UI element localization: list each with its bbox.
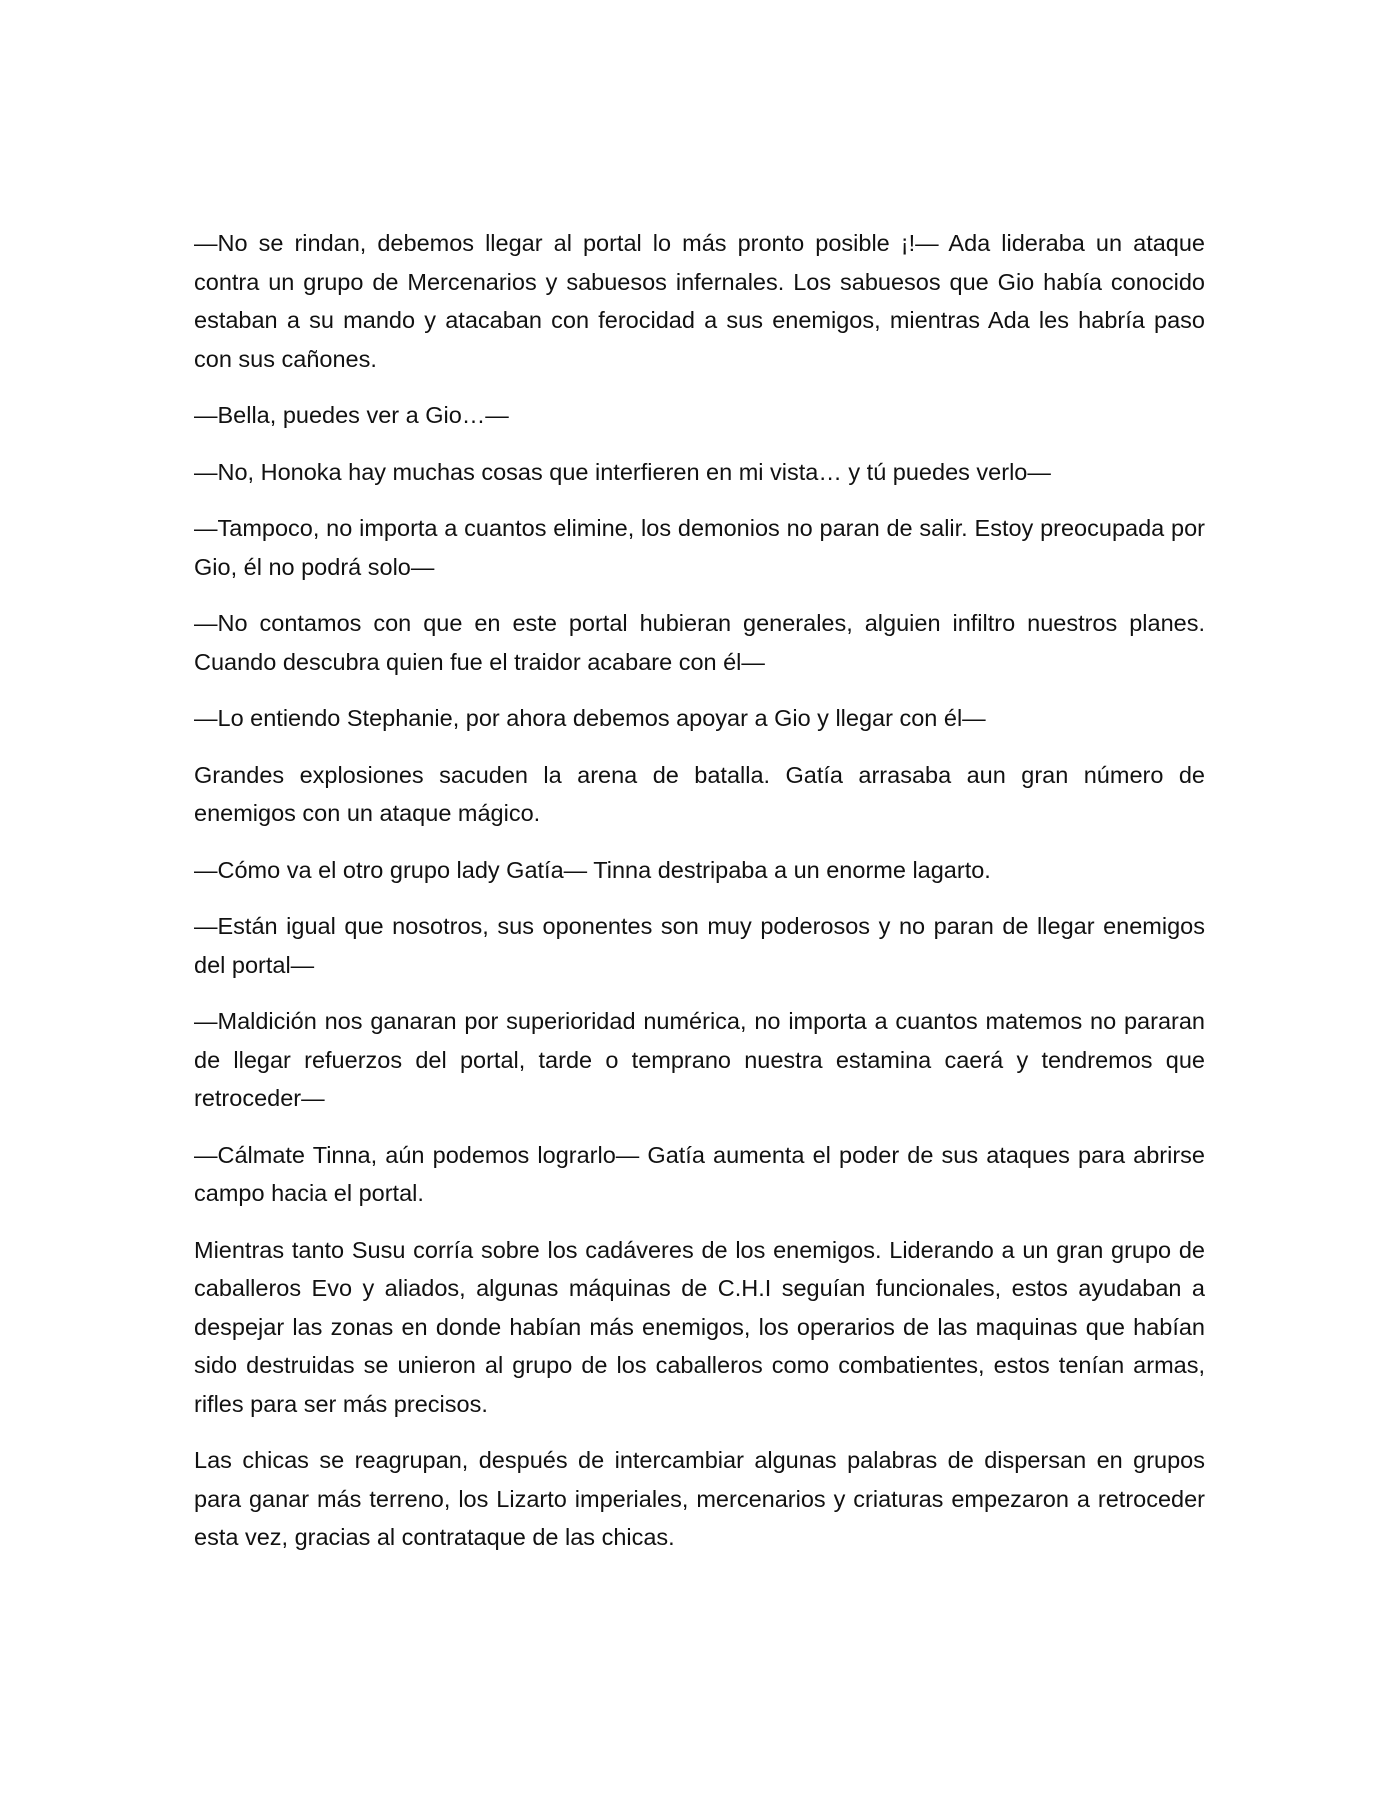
paragraph: —Bella, puedes ver a Gio…—: [194, 402, 509, 428]
paragraph: —Cómo va el otro grupo lady Gatía— Tinna destripaba a un enorme lagarto.: [194, 856, 991, 883]
paragraph: Mientras tanto Susu corría sobre los cadáveres de los enemigos. Liderando a un gran grupo de caballeros Evo y aliados, algunas máquinas de C.H.I seguían funcionales, estos ayudaban a despejar las zonas en donde habían más enemigos, los operarios de las maquinas que habían sido destruidas se unieron al grupo de los caballeros como combatientes, estos tenían armas, rifles para ser más precisos.: [194, 1236, 1205, 1417]
paragraph: —No se rindan, debemos llegar al portal lo más pronto posible ¡!— Ada lideraba un ataque contra un grupo de Mercenarios y sabuesos infernales. Los sabuesos que Gio había conocido estaban a su mando y atacaban con ferocidad a sus enemigos, mientras Ada les habría paso con sus cañones.: [194, 230, 1205, 372]
paragraph: —Maldición nos ganaran por superioridad numérica, no importa a cuantos matemos no pararan de llegar refuerzos del portal, tarde o temprano nuestra estamina caerá y tendremos que retroceder—: [194, 1008, 1205, 1111]
paragraph: —Están igual que nosotros, sus oponentes son muy poderosos y no paran de llegar enemigos del portal—: [194, 913, 1205, 978]
paragraph: —Tampoco, no importa a cuantos elimine, los demonios no paran de salir. Estoy preocupada por Gio, él no podrá solo—: [194, 515, 1205, 580]
paragraph: Las chicas se reagrupan, después de intercambiar algunas palabras de dispersan en grupos para ganar más terreno, los Lizarto imperiales, mercenarios y criaturas empezaron a retroceder esta vez, gracias al contrataque de las chicas.: [194, 1447, 1205, 1550]
paragraph: —Lo entiendo Stephanie, por ahora debemos apoyar a Gio y llegar con él—: [194, 705, 986, 731]
paragraph: —Cálmate Tinna, aún podemos lograrlo— Gatía aumenta el poder de sus ataques para abrirse campo hacia el portal.: [194, 1141, 1205, 1206]
paragraph: —No, Honoka hay muchas cosas que interfieren en mi vista… y tú puedes verlo—: [194, 458, 1051, 485]
document-body: [194, 224, 1205, 1575]
paragraph: —No contamos con que en este portal hubieran generales, alguien infiltro nuestros planes. Cuando descubra quien fue el traidor acabare con él—: [194, 610, 1205, 675]
paragraph: Grandes explosiones sacuden la arena de batalla. Gatía arrasaba aun gran número de enemigos con un ataque mágico.: [194, 761, 1205, 826]
